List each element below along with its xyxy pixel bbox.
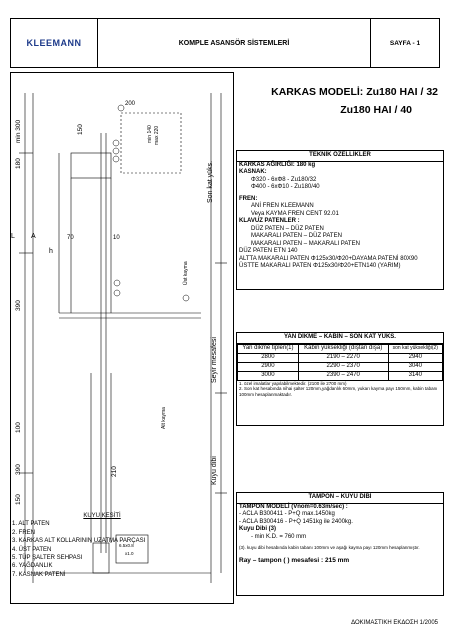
yan-col3: son kat yüksekliği(2) [388,344,442,353]
table-cell: 2390 – 2470 [298,371,388,380]
kuyu-value: - min K.D. = 760 mm [251,533,307,540]
table-row [238,362,443,371]
list-item: 4. ÜST PATEN [12,546,52,553]
table-row [238,353,443,362]
tech-klavuz-5: ALTTA MAKARALI PATEN Φ125x30/Φ20+DAYAMA PATENİ 80X90 [239,255,418,262]
logo-text: KLEEMANN [26,38,82,48]
tech-klavuz-3: MAKARALI PATEN – MAKARALI PATEN [251,240,360,247]
label-sn2: x1.0 [125,551,134,556]
list-item: 1. ALT PATEN [12,521,50,528]
label-kuyu: Kuyu dibi [211,456,218,485]
dim-min300: min 300 [15,119,22,143]
tampon-box [236,492,444,596]
tampon-1: - ACLA B300411 - P+Q max.1450kg [239,511,335,517]
yan-note-1: 1. özel imalatlar yapılabilmektedir. (2100 ile 2700 mm) [239,380,347,386]
table-cell: 3140 [388,371,442,380]
dim-180: 180 [15,158,22,169]
dim-L: L [11,233,15,240]
dim-210: 210 [111,466,118,477]
dim-390b: 390 [15,464,22,475]
table-cell: 2190 – 2270 [298,353,388,362]
tech-klavuz-2: MAKARALI PATEN – DÜZ PATEN [251,233,342,239]
yan-heading: YAN DİKME – KABİN – SON KAT YÜKS. [237,333,443,344]
yan-dikme-box [236,332,444,426]
dim-h: h [49,248,53,255]
yan-table [237,344,443,381]
tech-fren-label: FREN: [239,195,258,202]
tech-fren-1: ANİ FREN KLEEMANN [251,203,314,209]
ray-tampon: Ray – tampon ( ) mesafesi : 215 mm [239,556,350,564]
yan-col2: Kabin yüksekliği (dıştan dışa) [298,344,388,353]
dim-max220: max 220 [154,125,160,145]
tech-weight: KARKAS AĞIRLIĞI: 180 kg [239,161,316,168]
table-cell: 2900 [238,362,299,371]
tampon-model: TAMPON MODELİ (Vnom=0.63m/sec) : [239,503,348,510]
kuyu-label: Kuyu Dibi (3) [239,526,276,532]
footer: ΔΟΚΙΜΑΣΤΙΚΗ ΕΚΔΟΣΗ 1/2005 [351,620,438,626]
label-alt-kayma: Alt kayma [161,407,167,429]
logo [11,19,98,67]
label-sn: 6.5x0.8 [119,543,134,548]
table-cell: 2940 [388,353,442,362]
dim-70: 70 [67,235,74,241]
list-item: 6. YAĞDANLIK [12,563,53,570]
dim-A: A [31,233,36,240]
dim-200: 200 [125,101,136,107]
yan-col1: Yan dikme tipleri(1) [238,344,299,353]
dim-390: 390 [15,300,22,311]
dim-10: 10 [113,235,120,241]
dim-min140: min 140 [147,125,153,143]
yan-note-2: 2. Son kat hesabında nihai şalter 120mm,yağdanlık 60mm, yukarı kayma payı 150mm, kabin tabanı 100mm hesaplanmaktadır. [239,386,438,397]
list-item: 3. KARKAS ALT KOLLARININ UZATMA PARÇASI [12,538,146,545]
list-item: 7. KASNAK PATENİ [12,571,66,578]
tech-klavuz-4: DÜZ PATEN ETN 140 [239,248,298,254]
tampon-2: - ACLA B300416 - P+Q 1451kg ile 2400kg. [239,518,353,525]
legend-title: KUYU KESİTİ [83,513,121,519]
kuyu-note: (3). kuyu dibi hesabında kabin tabanı 100mm ve aşağı kayma payı 120mm hesaplanmıştır. [239,545,420,550]
table-cell: 3040 [388,362,442,371]
tech-klavuz-1: DÜZ PATEN – DÜZ PATEN [251,225,324,232]
model-title-1: KARKAS MODELİ: Zu180 HAI / 32 [271,86,438,98]
legend [12,512,192,579]
table-cell: 2800 [238,353,299,362]
tech-klavuz-label: KLAVUZ PATENLER : [239,218,300,224]
tech-kasnak-1: Φ320 - 6xΦ8 - Zu180/32 [251,176,317,183]
page-number: SAYFA - 1 [389,39,421,47]
tech-kasnak-label: KASNAK: [239,169,267,175]
dim-150b: 150 [15,494,22,505]
tampon-heading: TAMPON – KUYU DİBİ [237,493,443,504]
document-title: KOMPLE ASANSÖR SİSTEMLERİ [98,19,371,67]
tech-specs-box [236,150,444,290]
list-item: 5. TÜP ŞALTER SEHPASI [12,554,83,561]
table-cell: 2290 – 2370 [298,362,388,371]
tech-kasnak-2: Φ400 - 6xΦ10 - Zu180/40 [251,184,320,190]
tech-klavuz-6: ÜSTTE MAKARALI PATEN Φ125x30/Φ20+ETN140 (YARIM) [239,263,401,269]
dim-150: 150 [77,124,84,135]
table-row [238,371,443,380]
list-item: 2. FREN [12,529,36,536]
page-header [10,18,440,68]
table-cell: 3000 [238,371,299,380]
yan-table-header [238,344,443,353]
tech-heading: TEKNİK ÖZELLİKLER [237,151,443,162]
label-seyir: Seyir mesafesi [211,337,218,383]
tech-fren-2: Veya KAYMA FREN CENT 92.01 [251,210,339,217]
dim-100: 100 [15,422,22,433]
model-title-2: Zu180 HAI / 40 [340,104,412,116]
label-son-kat: Son kat yüks. [207,160,214,203]
label-ust-kayma: Üst kayma [183,261,189,285]
